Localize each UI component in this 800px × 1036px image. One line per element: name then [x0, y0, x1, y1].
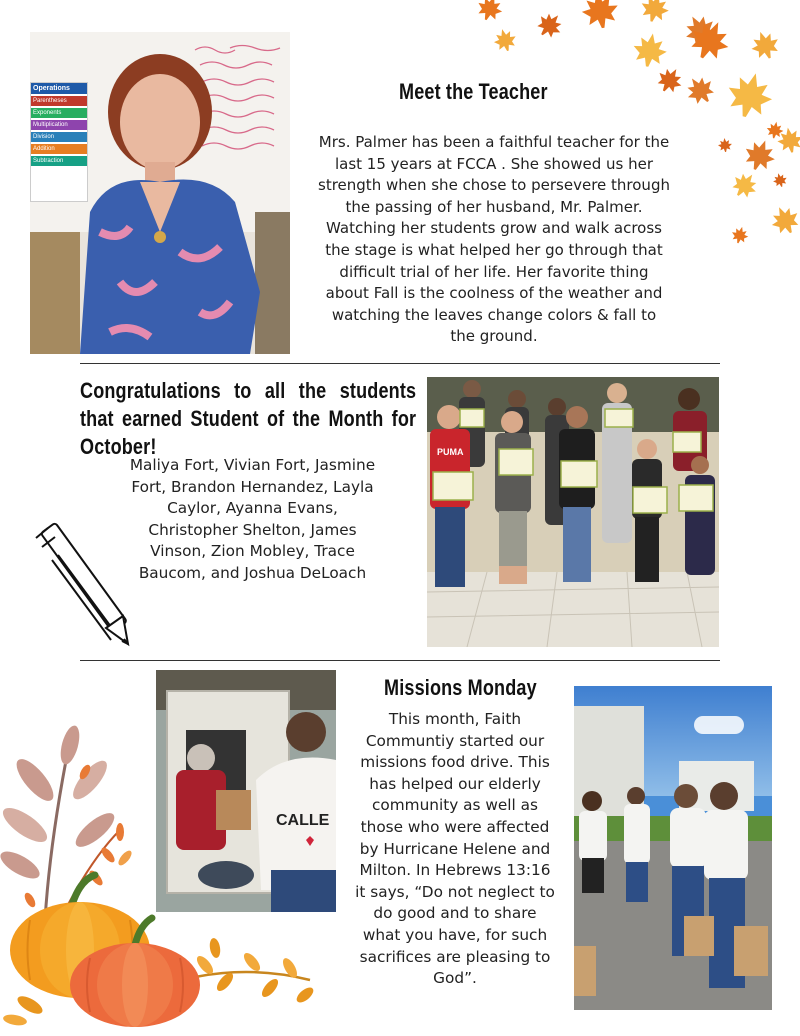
chart-row: Division [31, 132, 87, 142]
section-divider [80, 363, 720, 364]
student-of-month-photo [427, 377, 719, 647]
shirt-text: PUMA [437, 447, 464, 457]
pumpkin-decoration [0, 720, 320, 1036]
pencil-icon [28, 520, 133, 648]
teacher-photo [30, 32, 290, 354]
missions-photo-walk [574, 686, 772, 1010]
chart-row: Subtraction [31, 156, 87, 166]
teacher-title: Meet the Teacher [399, 79, 548, 104]
shirt-text: CALLE [276, 812, 330, 829]
student-names: Maliya Fort, Vivian Fort, Jasmine Fort, Brandon Hernandez, Layla Caylor, Ayanna Evans, Christopher Shelton, James Vinson, Zion Mobley, Trace Baucom, and Joshua DeLoach [129, 456, 376, 582]
foliage-branch [0, 724, 134, 920]
chart-row: Addition [31, 144, 87, 154]
teacher-body: Mrs. Palmer has been a faithful teacher for the last 15 years at FCCA . She showed us her strength when she chose to persevere through the passing of her husband, Mr. Palmer. Watching her students grow and walk across the stage is what helped her go through that difficult trial of her life. Her favorite thing about Fall is the coolness of the weather and watching the leaves change colors & fall to the ground. [318, 133, 670, 346]
chart-row: Multiplication [31, 120, 87, 130]
student-of-month-title: Congratulations to all the students that earned Student of the Month for October! [80, 378, 417, 459]
missions-body: This month, Faith Communtiy started our missions food drive. This has helped our elderly community as well as those who were affected by Hurricane Helene and Milton. In Hebrews 13:16 it says, “Do not neglect to do good and to share what you have, for such sacrifices are pleasing to God”. [355, 710, 555, 988]
operations-chart-header: Operations [31, 83, 87, 94]
missions-title: Missions Monday [384, 675, 537, 700]
section-divider [80, 660, 720, 661]
chart-row: Parentheses [31, 96, 87, 106]
chart-row: Exponents [31, 108, 87, 118]
